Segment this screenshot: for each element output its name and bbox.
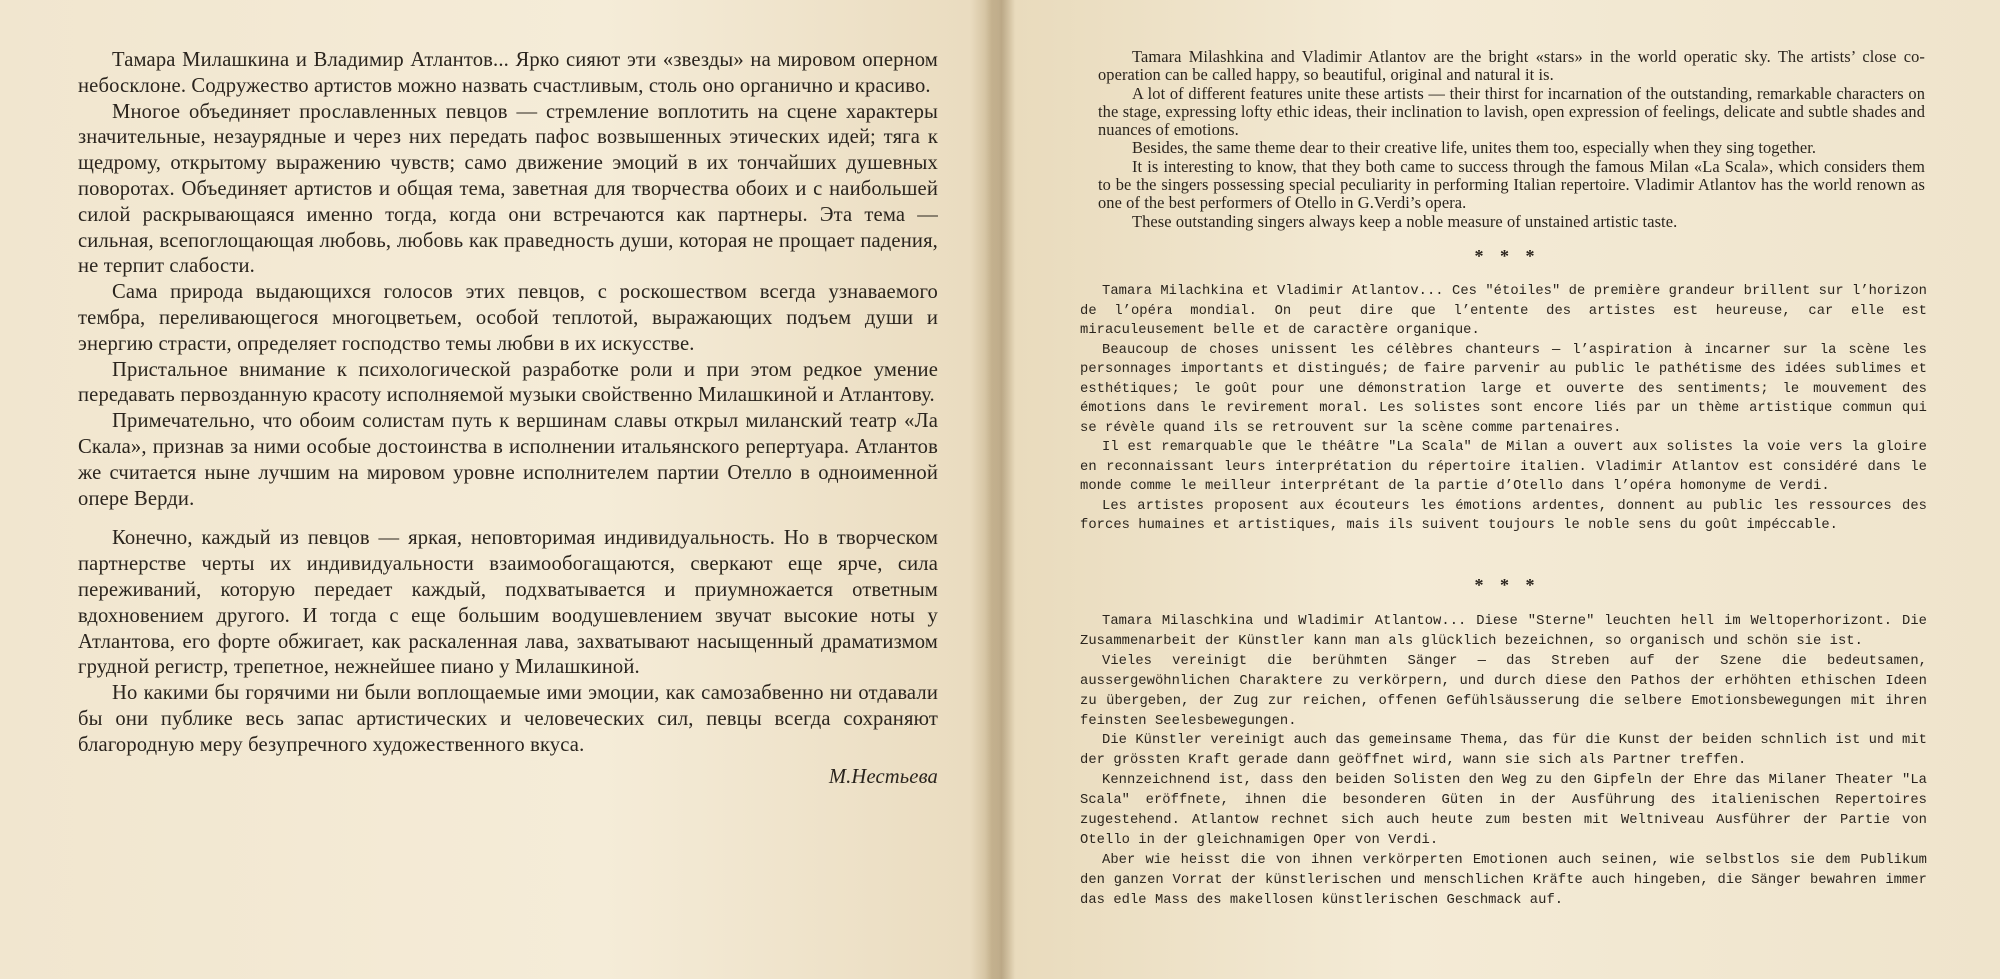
de-paragraph-1: Tamara Milaschkina und Wladimir Atlantow... Diese "Sterne" leuchten hell im Weltoperhorizont. Die Zusammenarbeit der Künstler kann man als glücklich bezeichnen, so organisch und schön sie ist.: [1080, 614, 1927, 649]
russian-text: [78, 48, 938, 790]
en-paragraph-3: Besides, the same theme dear to their creative life, unites them too, especially when they sing together.: [1132, 138, 1817, 158]
section-separator-1: * * *: [1474, 246, 1541, 266]
ru-paragraph-5: Примечательно, что обоим солистам путь к вершинам славы открыл миланский театр «Ла Скала», признав за ними особые достоинства в исполнении итальянского репертуара. Атлантов же считается ныне лучшим на мировом уровне исполнителем партии Отелло в одноименной опере Верди.: [78, 410, 938, 510]
ru-paragraph-7: Но какими бы горячими ни были воплощаемые ими эмоции, как самозабвенно ни отдавали бы они публике весь запас артистических и человеческих сил, певцы всегда сохраняют благородную меру безупречного художественного вкуса.: [78, 682, 938, 756]
english-text: [1098, 48, 1925, 231]
en-paragraph-4: It is interesting to know, that they both came to success through the famous Milan «La Scala», which considers them to be the singers possessing special peculiarity in performing Italian repertoire. Vladimir Atlantov has the world renown as one of the best performers of Otello in G.Verdi’s opera.: [1098, 156, 1925, 213]
de-paragraph-2: Vieles vereinigt die berühmten Sänger — das Streben auf der Szene die bedeutsamen, aussergewöhnlichen Charaktere zu verkörpern, und durch diese den Pathos der erhöhten ethischen Ideen zu übergeben, der Zug zur reichen, offenen Gefühlsäusserung die selbere Emotionsbewegungen mit ihren feinsten Seelesbewegungen.: [1080, 653, 1927, 729]
german-text: [1080, 612, 1927, 911]
de-paragraph-4: Kennzeichnend ist, dass den beiden Solisten den Weg zu den Gipfeln der Ehre das Milaner Theater "La Scala" eröffnete, ihnen die besonderen Güten in der Ausführung des italienischen Repertoires zugestehend. Atlantow rechnet sich auch heute zum besten mit Weltniveau Ausführer der Partie von Otello in der gleichnamigen Oper von Verdi.: [1080, 773, 1927, 848]
ru-paragraph-4: Пристальное внимание к психологической разработке роли и при этом редкое умение передавать первозданную красоту исполняемой музыки свойственно Милашкиной и Атлантову.: [78, 358, 938, 407]
ru-paragraph-3: Сама природа выдающихся голосов этих певцов, с роскошеством всегда узнаваемого тембра, переливающегося многоцветьем, особой теплотой, выражающих подъем души и энергию страсти, определяет господство темы любви в их искусстве.: [78, 281, 938, 355]
author-signature: М.Нестьева: [828, 765, 938, 788]
left-page: [0, 0, 985, 979]
right-page: [1015, 0, 2000, 979]
fr-paragraph-1: Tamara Milachkina et Vladimir Atlantov... Ces "étoiles" de première grandeur brillent sur l’horizon de l’opéra mondial. On peut dire que l’entente des artistes est heureuse, car elle est miraculeusement belle et de caractère organique.: [1080, 284, 1927, 338]
page-fold: [985, 0, 1015, 979]
fr-paragraph-4: Les artistes proposent aux écouteurs les émotions ardentes, donnent au public les ressources des forces humaines et artistiques, mais ils suivent toujours le noble sens du goût impéccable.: [1080, 498, 1927, 533]
fr-paragraph-3: Il est remarquable que le théâtre "La Scala" de Milan a ouvert aux solistes la voie vers la gloire en reconnaissant leurs interprétation du répertoire italien. Vladimir Atlantov est considéré dans le monde comme le meilleur interprétant de la partie d’Otello dans l’opéra homonyme de Verdi.: [1080, 440, 1927, 494]
ru-paragraph-2: Многое объединяет прославленных певцов — стремление воплотить на сцене характеры значительные, незаурядные и через них передать пафос возвышенных этических идей; тяга к щедрому, открытому выражению чувств; само движение эмоций в их тончайших душевных поворотах. Объединяет артистов и общая тема, заветная для творчества обоих и с наибольшей силой раскрывающаяся именно тогда, когда они встречаются как партнеры. Эта тема — сильная, всепоглощающая любовь, любовь как праведность души, которая не прощает падения, не терпит слабости.: [78, 100, 938, 278]
fr-paragraph-2: Beaucoup de choses unissent les célèbres chanteurs — l’aspiration à incarner sur la scène les personnages importants et distingués; de faire parvenir au public le pathétisme des idées sublimes et esthétiques; le goût pour une démonstration large et ouverte des sentiments; le mouvement des émotions dans le revirement moral. Les solistes sont encore liés par un thème artistique commun qui se révèle quand ils se retrouvent sur la scène comme partenaires.: [1080, 342, 1927, 436]
de-paragraph-5: Aber wie heisst die von ihnen verkörperten Emotionen auch seinen, wie selbstlos sie dem Publikum den ganzen Vorrat der künstlerischen und menschlichen Kräfte auch hingeben, die Sänger bewahren immer das edle Mass des makellosen künstlerischen Geschmack auf.: [1080, 852, 1927, 908]
de-paragraph-3: Die Künstler vereinigt auch das gemeinsame Thema, das für die Kunst der beiden schnlich ist und mit der grössten Kraft gerade dann geöffnet wird, wann sie sich als Partner treffen.: [1080, 733, 1927, 769]
ru-paragraph-1: Тамара Милашкина и Владимир Атлантов... Ярко сияют эти «звезды» на мировом оперном небосклоне. Содружество артистов можно назвать счастливым, столь оно органично и красиво.: [78, 49, 938, 97]
en-paragraph-5: These outstanding singers always keep a noble measure of unstained artistic taste.: [1132, 211, 1678, 231]
en-paragraph-2: A lot of different features unite these artists — their thirst for incarnation of the outstanding, remarkable characters on the stage, expressing lofty ethic ideas, their inclination to lavish, open expression of feelings, delicate and subtle shades and nuances of emotions.: [1098, 83, 1925, 140]
ru-paragraph-6: Конечно, каждый из певцов — яркая, неповторимая индивидуальность. Но в творческом партнерстве черты их индивидуальности взаимообогащаются, сверкают еще ярче, сила переживаний, которую передает каждый, подхватывается и приумножается ответным вдохновением другого. И тогда с еще большим воодушевлением звучат высокие ноты у Атлантова, его форте обжигает, как раскаленная лава, захватывают насыщенный драматизмом грудной регистр, трепетное, нежнейшее пиано у Милашкиной.: [78, 527, 938, 679]
section-separator-2: * * *: [1474, 575, 1541, 595]
en-paragraph-1: Tamara Milashkina and Vladimir Atlantov are the bright «stars» in the world operatic sky. The artists’ close co-operation can be called happy, so beautiful, original and natural it is.: [1098, 47, 1925, 85]
french-text: [1080, 282, 1927, 536]
